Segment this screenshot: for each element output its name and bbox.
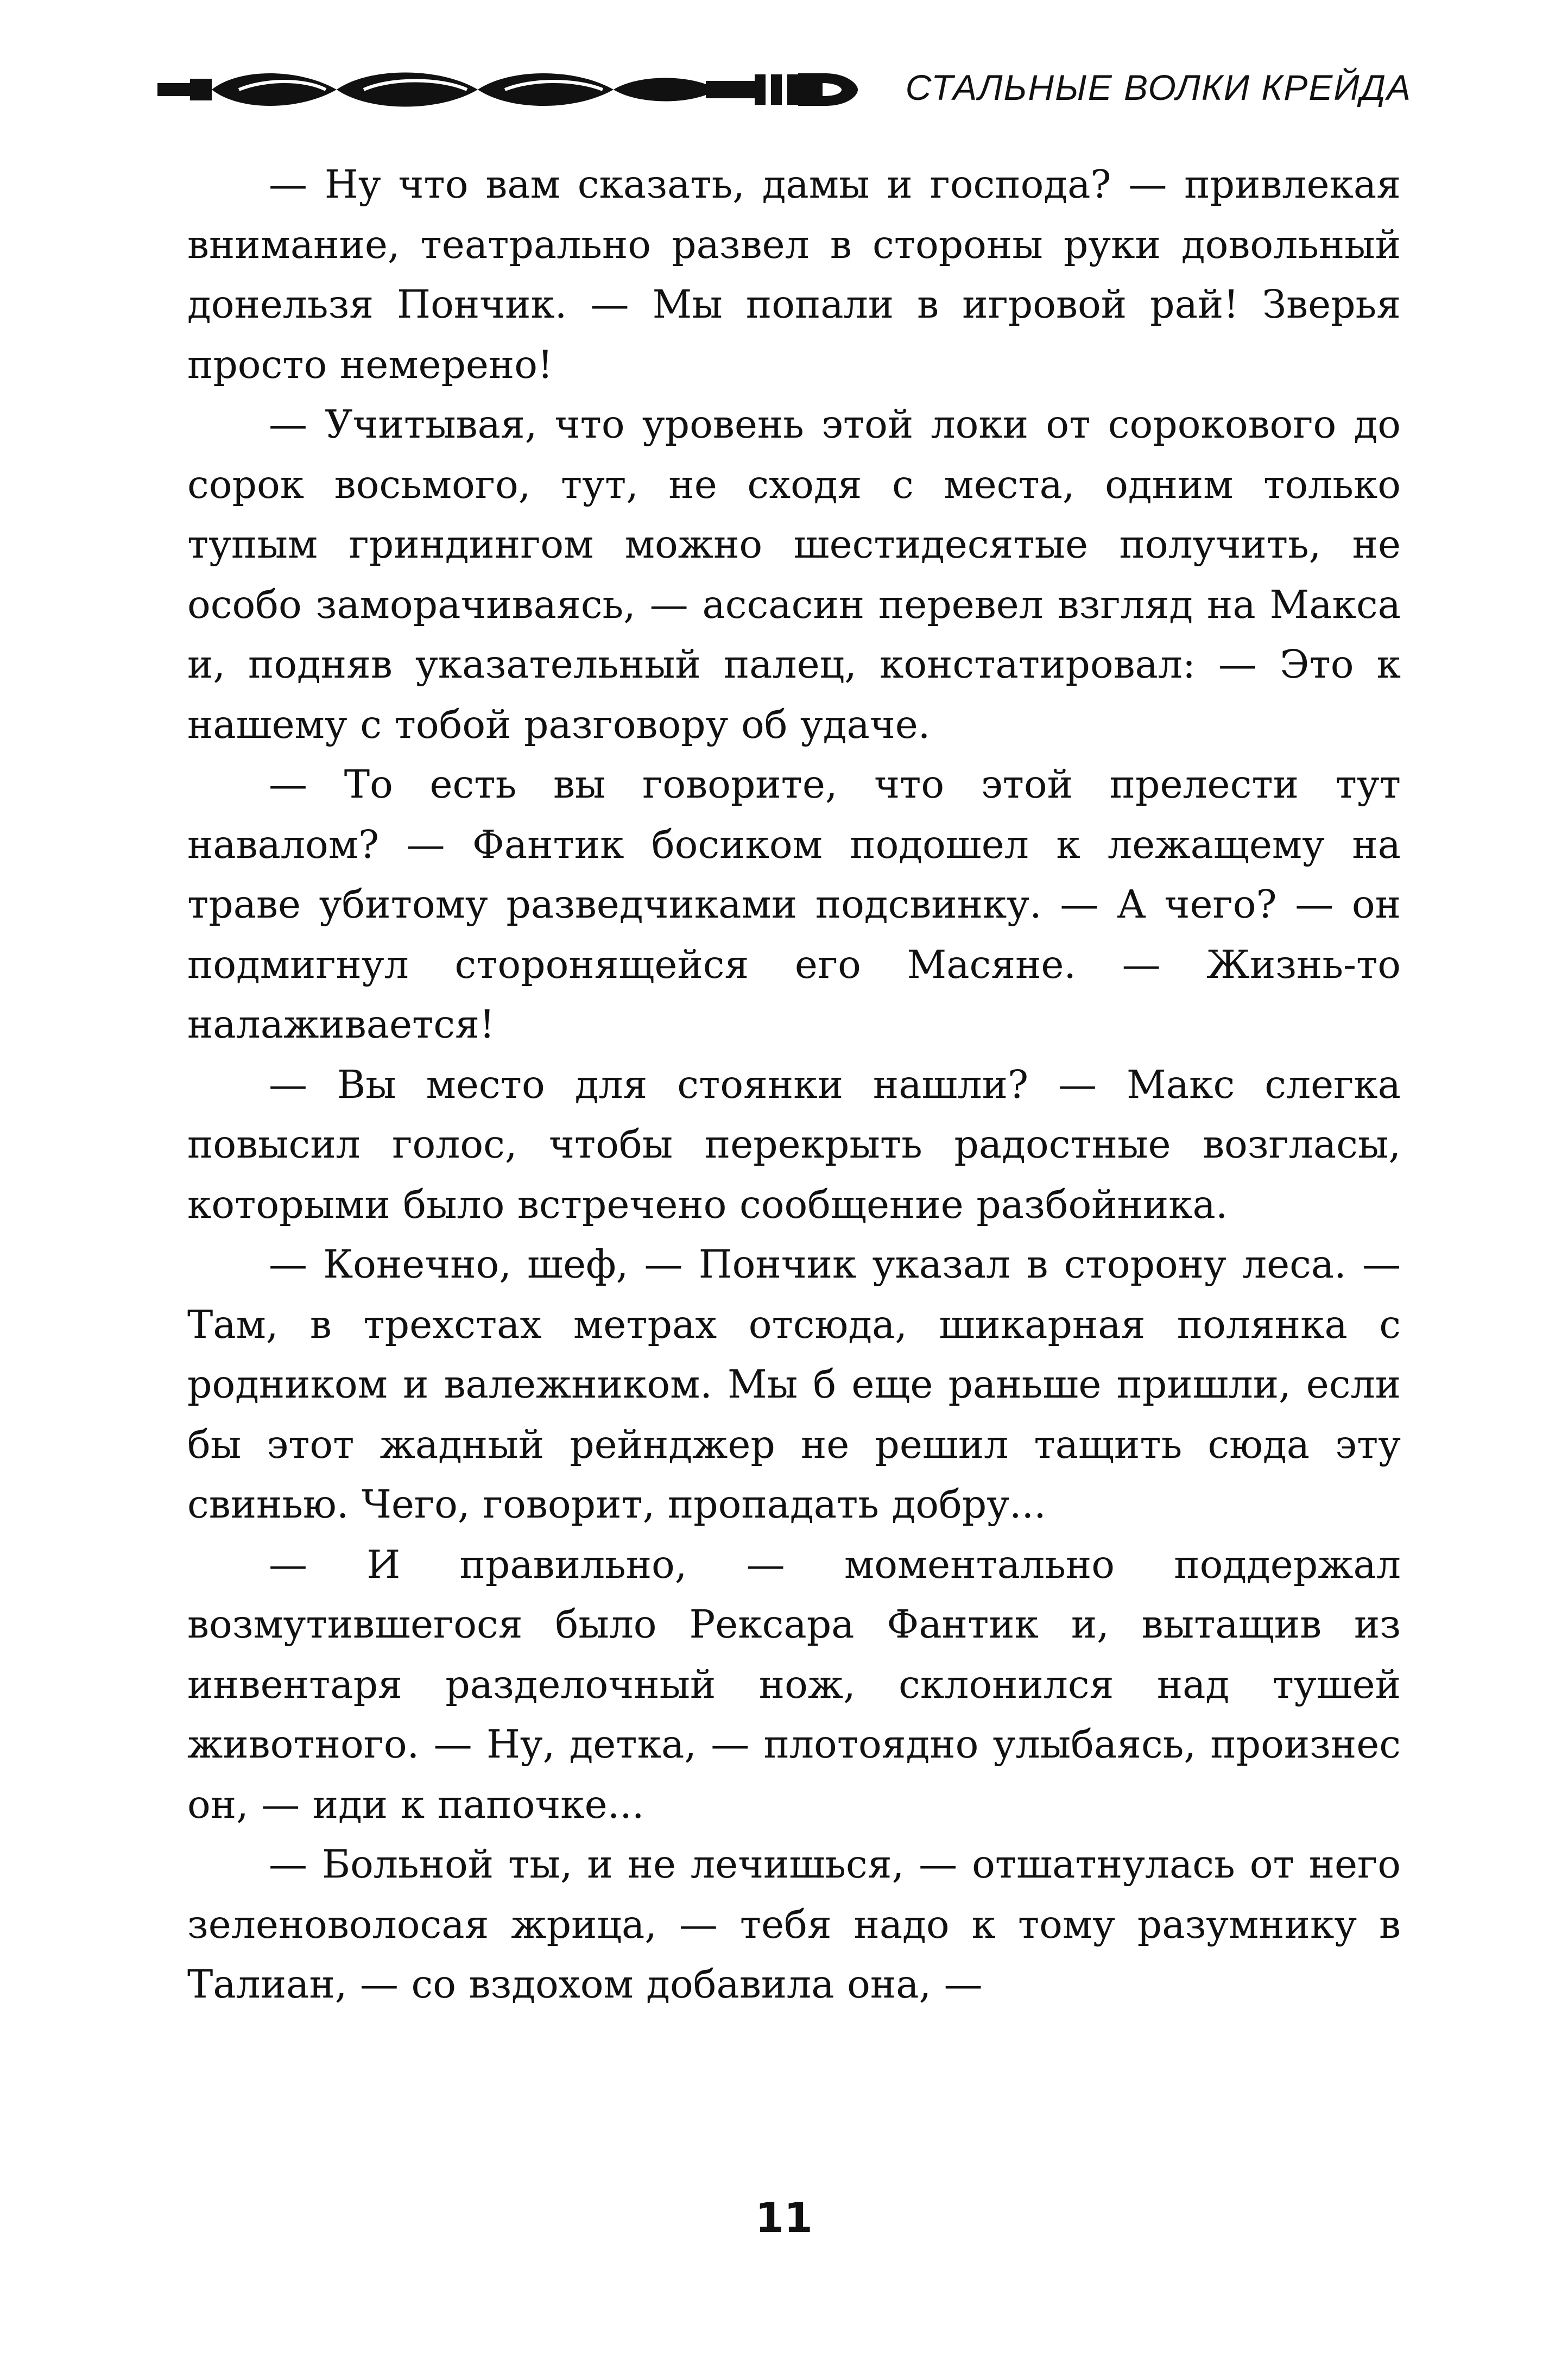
paragraph: — То есть вы говорите, что этой прелести тут навалом? — Фантик босиком подошел к лежащему на траве убитому разведчиками подсвинку. — А чего? — он подмигнул сторонящейся его Масяне. — Жизнь-то налаживается! (187, 762, 1401, 1047)
paragraph: — Больной ты, и не лечишься, — отшатнулась от него зеленоволосая жрица, — тебя надо к тому разумнику в Талиан, — со вздохом добавила она, — (187, 1842, 1401, 2007)
paragraph: — Конечно, шеф, — Пончик указал в сторону леса. — Там, в трехстах метрах отсюда, шикарная полянка с родником и валежником. Мы б еще раньше пришли, если бы этот жадный рейнджер не решил тащить сюда эту свинью. Чего, говорит, пропадать добру... (187, 1242, 1401, 1527)
paragraph: — И правильно, — моментально поддержал возмутившегося было Рексара Фантик и, вытащив из инвентаря разделочный нож, склонился над тушей животного. — Ну, детка, — плотоядно улыбаясь, произнес он, — иди к папочке... (187, 1541, 1401, 1827)
running-header (157, 52, 1412, 128)
paragraph: — Учитывая, что уровень этой локи от сорокового до сорок восьмого, тут, не сходя с места, одним только тупым гриндингом можно шестидесятые получить, не особо заморачиваясь, — ассасин перевел взгляд на Макса и, подняв указательный палец, констатировал: — Это к нашему с тобой разговору об удаче. (187, 402, 1401, 747)
running-title: СТАЛЬНЫЕ ВОЛКИ КРЕЙДА (905, 67, 1412, 108)
body-text (187, 155, 1401, 2169)
paragraph: — Ну что вам сказать, дамы и господа? — привлекая внимание, театрально развел в стороны руки довольный донельзя Пончик. — Мы попали в игровой рай! Зверья просто немерено! (187, 162, 1401, 387)
sword-ornament-icon (157, 62, 874, 117)
paragraph: — Вы место для стоянки нашли? — Макс слегка повысил голос, чтобы перекрыть радостные возгласы, которыми было встречено сообщение разбойника. (187, 1061, 1401, 1227)
page-number: 11 (755, 2194, 813, 2242)
